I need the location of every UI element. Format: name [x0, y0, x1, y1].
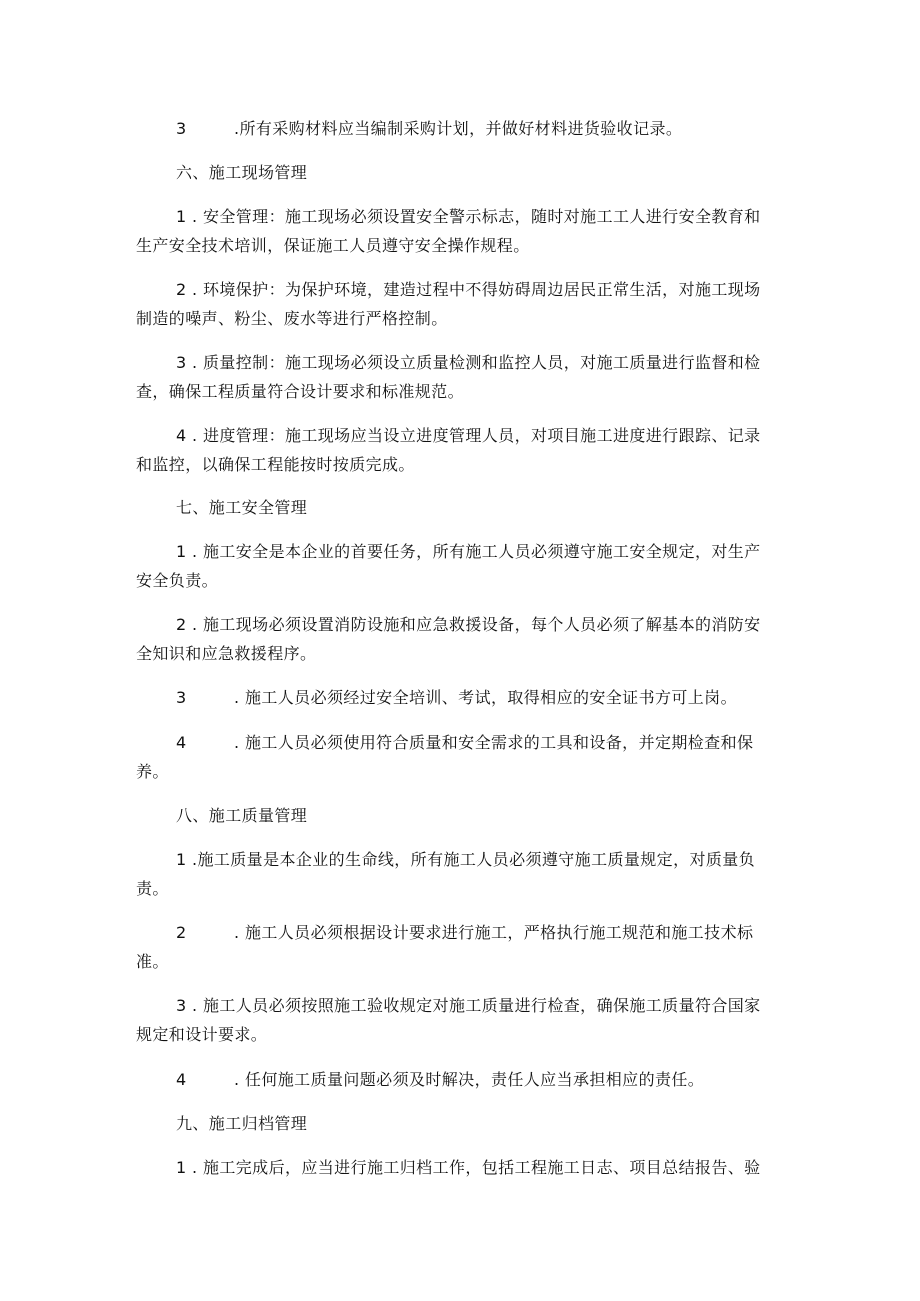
item-text: . 施工人员必须经过安全培训、考试，取得相应的安全证书方可上岗。	[234, 688, 737, 707]
item-number: 2	[176, 280, 187, 299]
section-7-item-4-cont: 养。	[136, 762, 169, 781]
item-text: . 环境保护：为保护环境，建造过程中不得妨碍周边居民正常生活，对施工现场	[192, 280, 761, 299]
item-number: 1	[176, 207, 187, 226]
item-number: 3	[176, 996, 187, 1015]
section-7-item-2-cont: 全知识和应急救援程序。	[136, 644, 317, 663]
item-number: 2	[176, 615, 187, 634]
section-6-item-3-cont: 查，确保工程质量符合设计要求和标准规范。	[136, 382, 465, 401]
item-text: . 任何施工质量问题必须及时解决，责任人应当承担相应的责任。	[234, 1070, 705, 1089]
item-text: . 施工人员必须按照施工验收规定对施工质量进行检查，确保施工质量符合国家	[192, 996, 761, 1015]
item-number: 1	[176, 542, 187, 561]
item-text: . 进度管理：施工现场应当设立进度管理人员，对项目施工进度进行跟踪、记录	[192, 426, 761, 445]
section-7-item-1-cont: 安全负责。	[136, 571, 219, 590]
section-6-title: 六、施工现场管理	[176, 163, 308, 182]
item-text: . 施工人员必须使用符合质量和安全需求的工具和设备，并定期检查和保	[234, 733, 754, 752]
item-text: . 施工完成后，应当进行施工归档工作，包括工程施工日志、项目总结报告、验	[192, 1158, 761, 1177]
item-text: . 安全管理：施工现场必须设置安全警示标志，随时对施工工人进行安全教育和	[192, 207, 761, 226]
item-text: . 施工人员必须根据设计要求进行施工，严格执行施工规范和施工技术标	[234, 923, 754, 942]
section-6-item-1-cont: 生产安全技术培训，保证施工人员遵守安全操作规程。	[136, 236, 530, 255]
section-6-item-4-cont: 和监控，以确保工程能按时按质完成。	[136, 455, 415, 474]
section-9-title: 九、施工归档管理	[176, 1114, 308, 1133]
section-8-title: 八、施工质量管理	[176, 806, 308, 825]
section-8-item-3-cont: 规定和设计要求。	[136, 1025, 268, 1044]
item-number: 1	[176, 850, 187, 869]
item-number: 3	[176, 119, 187, 138]
item-number: 3	[176, 688, 187, 707]
section-7-title: 七、施工安全管理	[176, 498, 308, 517]
item-text: . 施工现场必须设置消防设施和应急救援设备，每个人员必须了解基本的消防安	[192, 615, 761, 634]
item-number: 4	[176, 733, 187, 752]
item-text: . 质量控制：施工现场必须设立质量检测和监控人员，对施工质量进行监督和检	[192, 353, 761, 372]
item-text: .施工质量是本企业的生命线，所有施工人员必须遵守施工质量规定，对质量负	[192, 850, 756, 869]
item-number: 3	[176, 353, 187, 372]
item-number: 4	[176, 1070, 187, 1089]
section-8-item-2-cont: 准。	[136, 952, 169, 971]
section-6-item-2-cont: 制造的噪声、粉尘、废水等进行严格控制。	[136, 309, 448, 328]
item-number: 1	[176, 1158, 187, 1177]
item-text: .所有采购材料应当编制采购计划，并做好材料进货验收记录。	[234, 119, 683, 138]
item-text: . 施工安全是本企业的首要任务，所有施工人员必须遵守施工安全规定，对生产	[192, 542, 761, 561]
item-number: 2	[176, 923, 187, 942]
section-8-item-1-cont: 责。	[136, 879, 169, 898]
item-number: 4	[176, 426, 187, 445]
